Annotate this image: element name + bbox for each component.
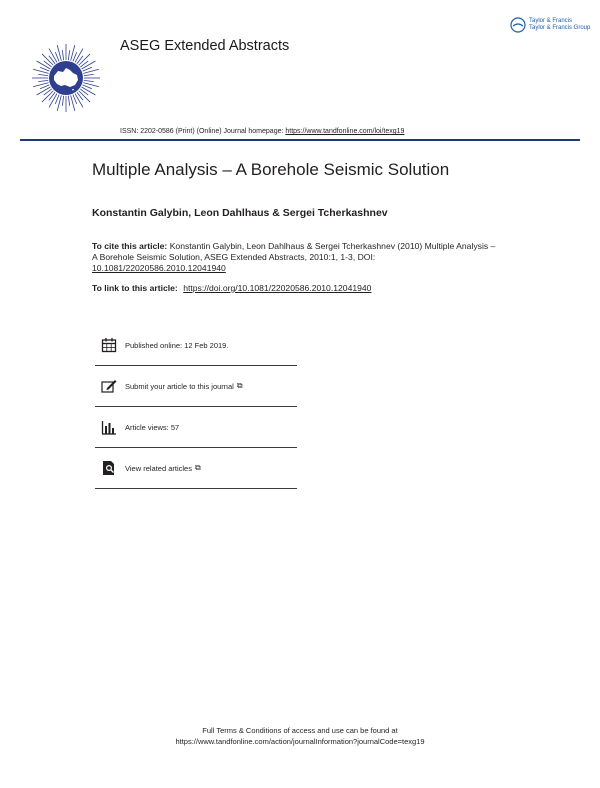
edit-icon	[99, 376, 119, 396]
external-link-icon: ⧉	[236, 381, 243, 390]
issn-text: ISSN: 2202-0586 (Print) (Online) Journal homepage:	[120, 128, 284, 135]
cite-label: To cite this article:	[92, 241, 168, 251]
publisher-group: Taylor & Francis Group	[529, 25, 591, 31]
article-link-block	[92, 283, 371, 293]
article-authors: Konstantin Galybin, Leon Dahlhaus & Sergei Tcherkashnev	[92, 207, 388, 219]
issn-line	[120, 128, 404, 135]
journal-logo	[30, 42, 102, 114]
submit-article-row[interactable]	[95, 366, 297, 407]
related-articles-label[interactable]: View related articles	[125, 463, 192, 473]
article-title: Multiple Analysis – A Borehole Seismic Solution	[92, 160, 450, 179]
article-views-label: Article views: 57	[125, 422, 180, 432]
footer	[0, 725, 600, 747]
cite-text: Konstantin Galybin, Leon Dahlhaus & Sergei Tcherkashnev (2010) Multiple Analysis – A Borehole Seismic Solution, ASEG Extended Abstracts, 2010:1, 1-3, DOI:	[92, 241, 496, 262]
citation-block	[92, 241, 502, 274]
search-document-icon	[99, 458, 119, 478]
article-views-row	[95, 407, 297, 448]
link-label: To link to this article:	[92, 283, 178, 293]
related-articles-row[interactable]	[95, 448, 297, 489]
aseg-seal-icon	[30, 42, 102, 114]
journal-homepage-link[interactable]: https://www.tandfonline.com/loi/texg19	[285, 128, 405, 135]
footer-terms-link[interactable]: https://www.tandfonline.com/action/journalInformation?journalCode=texg19	[175, 737, 425, 746]
submit-article-label[interactable]: Submit your article to this journal	[125, 381, 234, 391]
external-link-icon: ⧉	[194, 463, 201, 472]
article-doi-link[interactable]: https://doi.org/10.1081/22020586.2010.12041940	[183, 283, 372, 293]
published-online-row	[95, 325, 297, 366]
journal-title: ASEG Extended Abstracts	[120, 38, 290, 54]
header-divider	[20, 139, 580, 141]
calendar-icon	[99, 335, 119, 355]
publisher-logo[interactable]	[510, 17, 590, 33]
cite-doi-link[interactable]: 10.1081/22020586.2010.12041940	[92, 263, 226, 273]
bar-chart-icon	[99, 417, 119, 437]
publisher-logo-icon	[510, 17, 526, 33]
publisher-name: Taylor & Francis	[529, 18, 573, 24]
published-online-label: Published online: 12 Feb 2019.	[125, 340, 229, 350]
footer-terms: Full Terms & Conditions of access and use can be found at	[202, 726, 398, 735]
